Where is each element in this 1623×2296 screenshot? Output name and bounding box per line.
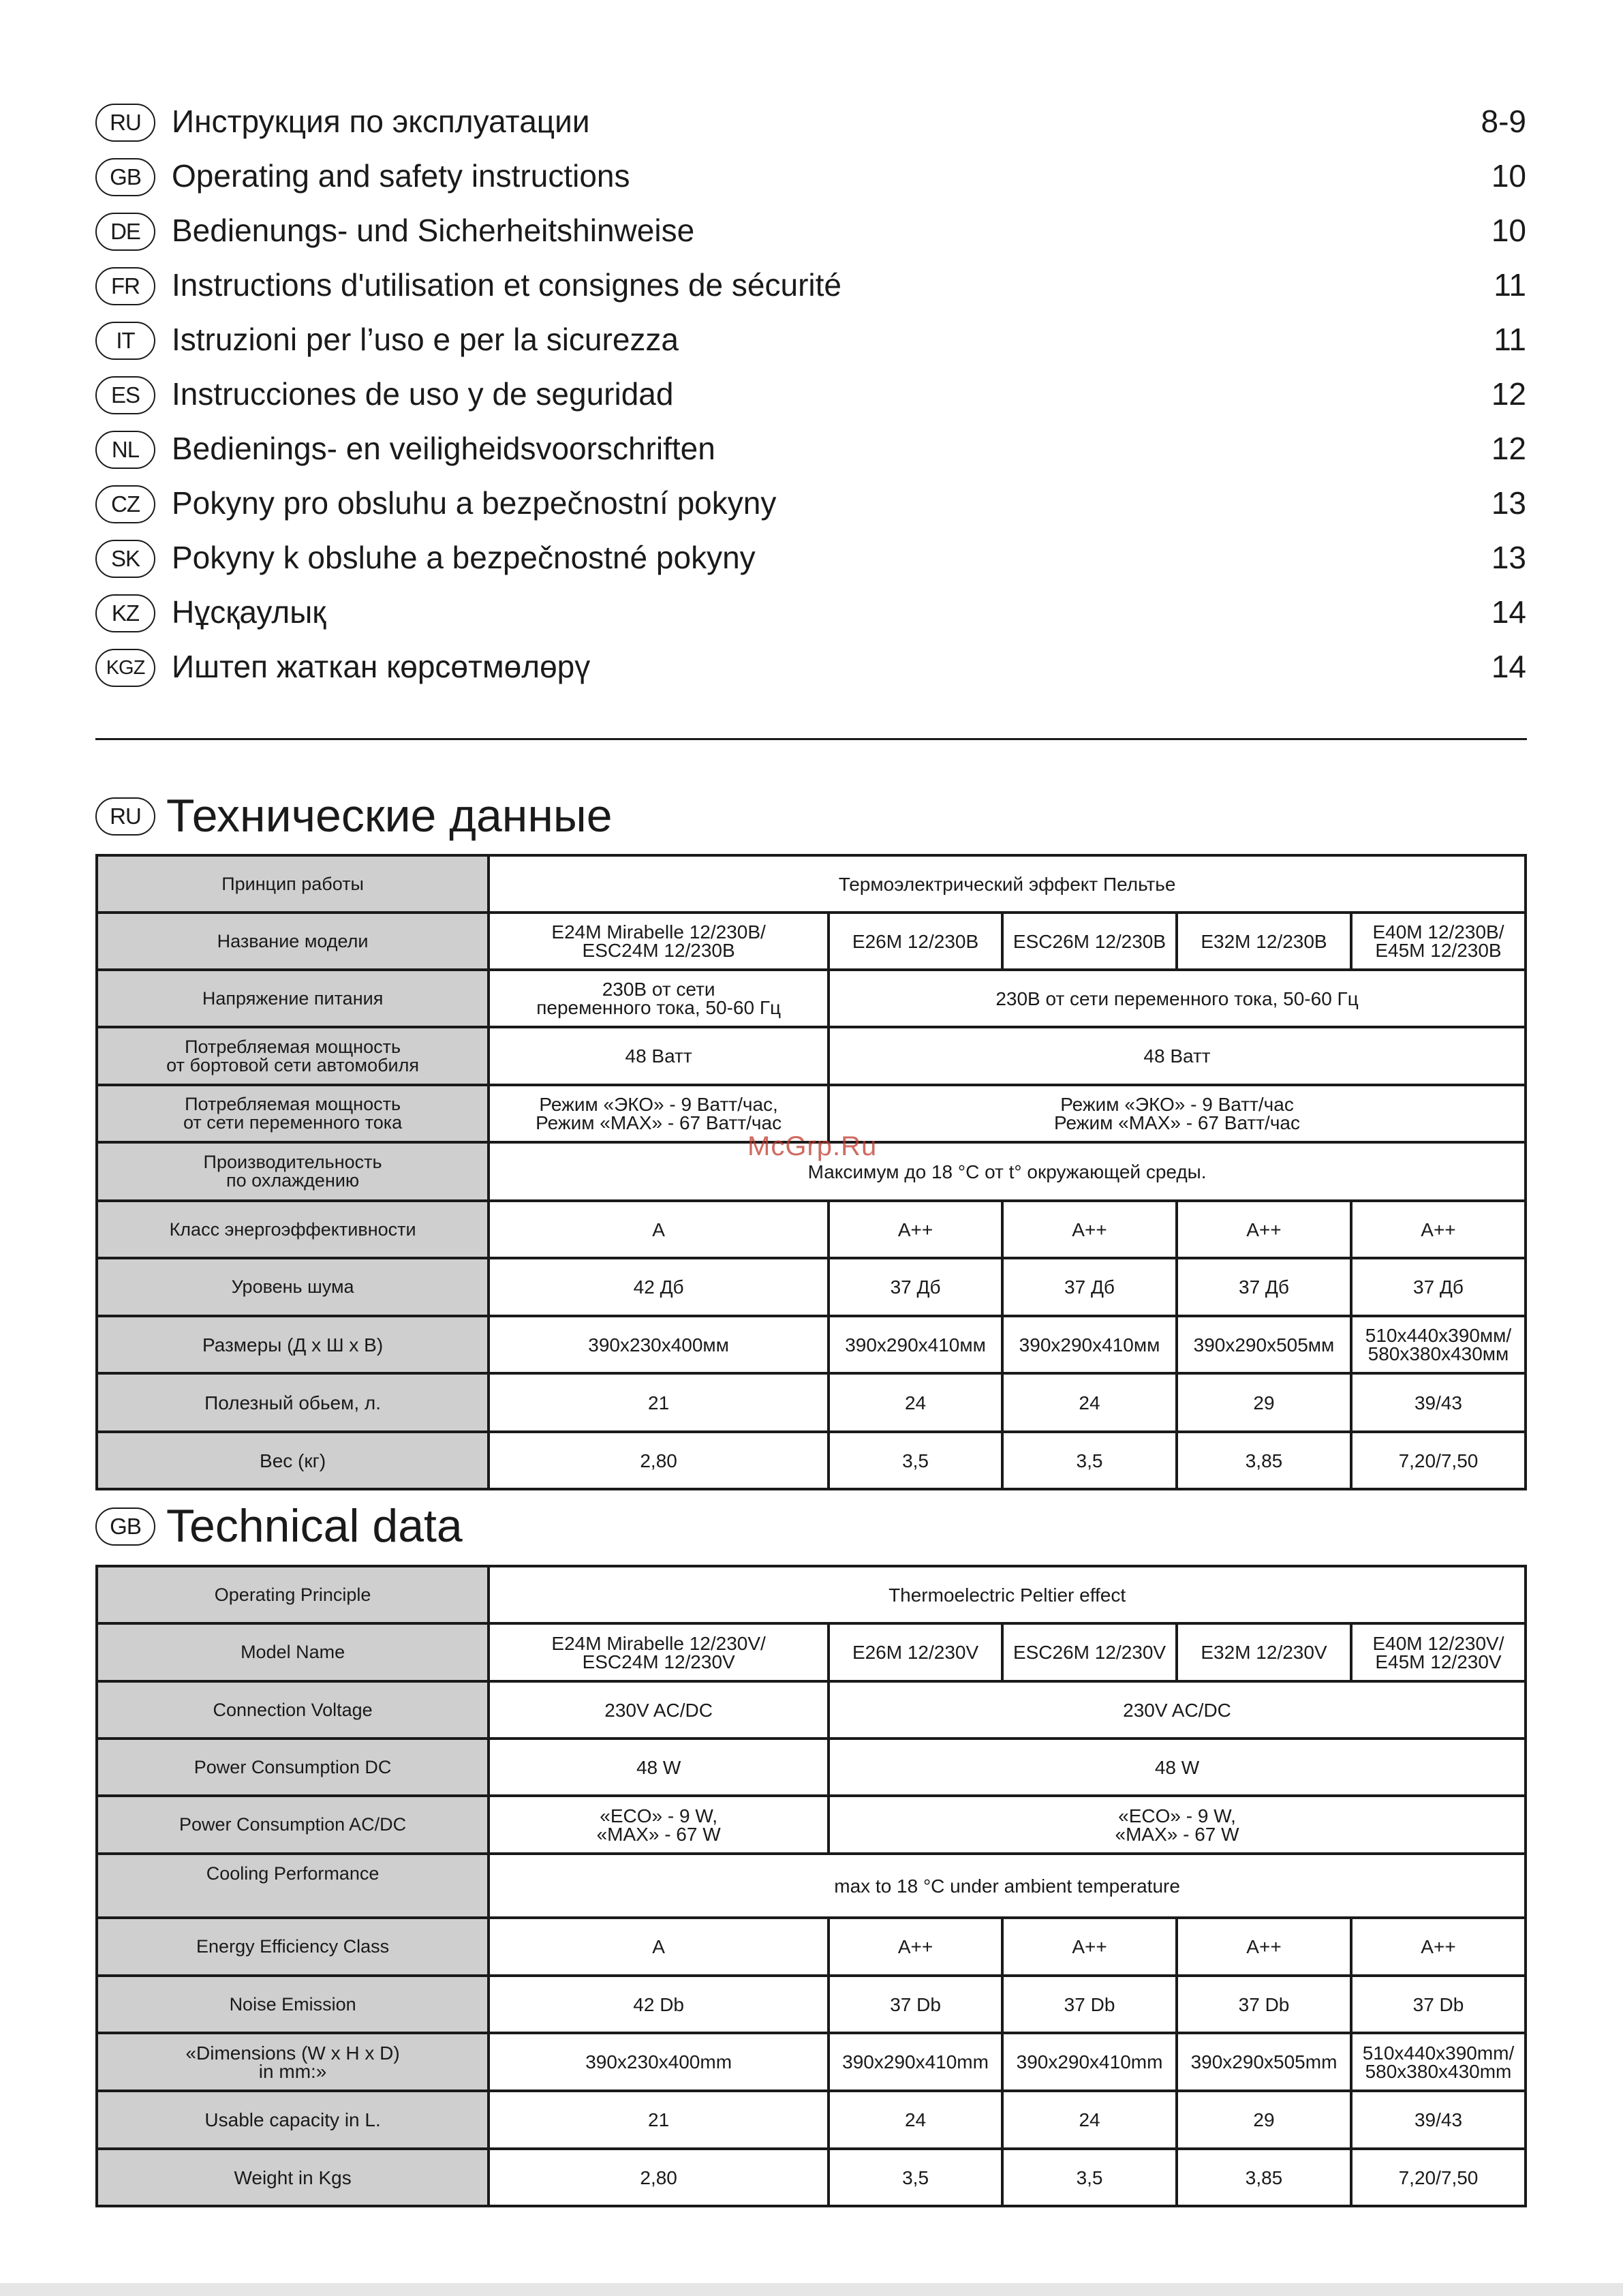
toc-item[interactable]: [95, 258, 1526, 312]
table-row: [97, 1373, 1526, 1432]
cell: A++: [1002, 1918, 1177, 1976]
toc-page: 10: [1491, 158, 1526, 194]
toc-item[interactable]: [95, 312, 1526, 367]
row-label: [97, 2033, 489, 2091]
cell: 37 Db: [829, 1976, 1002, 2033]
toc-title: Operating and safety instructions: [172, 158, 630, 194]
cell: A++: [1177, 1201, 1351, 1258]
cell-line: «ECO» - 9 W,: [600, 1805, 717, 1826]
row-label: Полезный обьем, л.: [97, 1373, 489, 1432]
section-title-ru: [95, 785, 1049, 846]
cell: 390x290x410мм: [1002, 1316, 1177, 1373]
toc-page: 14: [1491, 649, 1526, 684]
toc-title: Pokyny pro obsluhu a bezpečnostní pokyny: [172, 485, 777, 521]
cell-line: ESC24M 12/230V: [582, 1651, 735, 1672]
cell: 37 Db: [1177, 1976, 1351, 2033]
cell: 48 Ватт: [829, 1027, 1526, 1085]
toc-title: Instructions d'utilisation et consignes de sécurité: [172, 267, 841, 303]
section-heading: Технические данные: [166, 790, 613, 842]
label-line: от бортовой сети автомобиля: [166, 1054, 419, 1075]
cell: [489, 1796, 829, 1854]
cell: 390x230x400мм: [489, 1316, 829, 1373]
cell: [489, 970, 829, 1027]
cell-line: переменного тока, 50-60 Гц: [536, 997, 782, 1018]
cell: 3,85: [1177, 2149, 1351, 2206]
row-label: Cooling Performance: [97, 1854, 489, 1918]
language-badge: DE: [95, 213, 155, 251]
language-badge: KGZ: [95, 649, 155, 687]
cell: 390x290x410мм: [829, 1316, 1002, 1373]
cell: 230V AC/DC: [489, 1681, 829, 1739]
label-line: in mm:»: [258, 2060, 327, 2082]
cell: [1351, 1623, 1526, 1681]
toc-page: 8-9: [1481, 104, 1526, 139]
language-badge: KZ: [95, 594, 155, 632]
row-label: Model Name: [97, 1623, 489, 1681]
cell: [829, 1085, 1526, 1142]
cell-line: 580x380x430mm: [1365, 2060, 1512, 2082]
cell: A++: [1351, 1201, 1526, 1258]
footer-bar: [0, 2283, 1623, 2296]
row-label: Weight in Kgs: [97, 2149, 489, 2206]
toc-title: Bedienings- en veiligheidsvoorschriften: [172, 431, 715, 466]
table-row: [97, 1681, 1526, 1739]
cell: 390x290x505мм: [1177, 1316, 1351, 1373]
cell: A++: [829, 1918, 1002, 1976]
row-label: Название модели: [97, 913, 489, 970]
toc-item[interactable]: [95, 585, 1526, 639]
cell: 7,20/7,50: [1351, 1432, 1526, 1489]
toc-item[interactable]: [95, 530, 1526, 585]
cell: 3,5: [1002, 1432, 1177, 1489]
table-row: [97, 855, 1526, 913]
label-line: Потребляемая мощность: [185, 1094, 401, 1114]
cell: 37 Дб: [1351, 1258, 1526, 1316]
cell: 37 Дб: [1177, 1258, 1351, 1316]
toc-title: Инструкция по эксплуатации: [172, 104, 590, 139]
cell-line: 510x440x390мм/: [1365, 1325, 1512, 1346]
cell: 21: [489, 2091, 829, 2149]
cell: max to 18 °C under ambient temperature: [489, 1854, 1526, 1918]
cell: [1351, 2033, 1526, 2091]
label-line: от сети переменного тока: [183, 1112, 403, 1133]
toc-item[interactable]: [95, 203, 1526, 258]
cell: 29: [1177, 2091, 1351, 2149]
cell: [489, 1623, 829, 1681]
cell: Максимум до 18 °C от t° окружающей среды.: [489, 1142, 1526, 1201]
cell: A++: [1002, 1201, 1177, 1258]
row-label: Напряжение питания: [97, 970, 489, 1027]
cell: 7,20/7,50: [1351, 2149, 1526, 2206]
label-line: Производительность: [203, 1152, 382, 1172]
cell: A: [489, 1918, 829, 1976]
table-row: [97, 2091, 1526, 2149]
cell: 3,85: [1177, 1432, 1351, 1489]
table-row: [97, 1201, 1526, 1258]
table-row: [97, 1316, 1526, 1373]
table-row: [97, 1027, 1526, 1085]
cell-line: Режим «MAX» - 67 Ватт/час: [536, 1112, 782, 1133]
cell: 24: [1002, 2091, 1177, 2149]
cell-line: «MAX» - 67 W: [596, 1823, 721, 1845]
cell: [829, 1796, 1526, 1854]
cell: A++: [829, 1201, 1002, 1258]
cell-line: ESC24M 12/230В: [582, 940, 735, 961]
cell: 42 Db: [489, 1976, 829, 2033]
row-label: Уровень шума: [97, 1258, 489, 1316]
label-line: «Dimensions (W x H x D): [185, 2042, 400, 2064]
cell: 24: [829, 2091, 1002, 2149]
section-title-gb: [95, 1495, 1049, 1557]
table-row: [97, 1796, 1526, 1854]
cell: A++: [1177, 1918, 1351, 1976]
cell: 3,5: [1002, 2149, 1177, 2206]
cell: ESC26M 12/230V: [1002, 1623, 1177, 1681]
row-label: [97, 1085, 489, 1142]
table-row: [97, 1739, 1526, 1796]
toc-page: 13: [1491, 485, 1526, 521]
cell-line: E45M 12/230V: [1375, 1651, 1502, 1672]
language-badge: IT: [95, 322, 155, 360]
cell: E32M 12/230В: [1177, 913, 1351, 970]
table-row: [97, 1432, 1526, 1489]
cell: 21: [489, 1373, 829, 1432]
cell: 37 Дб: [1002, 1258, 1177, 1316]
cell-line: Режим «ЭКО» - 9 Ватт/час: [1060, 1094, 1294, 1115]
language-badge: CZ: [95, 485, 155, 523]
cell: 39/43: [1351, 1373, 1526, 1432]
cell-line: Режим «MAX» - 67 Ватт/час: [1054, 1112, 1300, 1133]
cell: 39/43: [1351, 2091, 1526, 2149]
cell-line: 580x380x430мм: [1367, 1343, 1509, 1364]
table-row: [97, 1854, 1526, 1918]
toc-item[interactable]: [95, 421, 1526, 476]
label-line: по охлаждению: [226, 1170, 360, 1191]
cell: E26M 12/230V: [829, 1623, 1002, 1681]
language-badge: GB: [95, 158, 155, 196]
cell: 24: [1002, 1373, 1177, 1432]
toc-title: Pokyny k obsluhe a bezpečnostné pokyny: [172, 540, 756, 575]
cell: 390x230x400mm: [489, 2033, 829, 2091]
cell-line: 510x440x390mm/: [1362, 2042, 1515, 2064]
toc-item[interactable]: [95, 476, 1526, 530]
cell: [489, 913, 829, 970]
language-badge: FR: [95, 267, 155, 305]
cell: E32M 12/230V: [1177, 1623, 1351, 1681]
cell: [1351, 1316, 1526, 1373]
toc-item[interactable]: [95, 149, 1526, 203]
cell: 37 Дб: [829, 1258, 1002, 1316]
toc-page: 10: [1491, 213, 1526, 248]
toc-title: Istruzioni per l’uso e per la sicurezza: [172, 322, 679, 357]
row-label: Usable capacity in L.: [97, 2091, 489, 2149]
language-badge: SK: [95, 540, 155, 578]
cell-line: «MAX» - 67 W: [1115, 1823, 1239, 1845]
cell: [1351, 913, 1526, 970]
cell: 29: [1177, 1373, 1351, 1432]
cell-line: E24M Mirabelle 12/230V/: [551, 1632, 766, 1654]
row-label: Power Consumption AC/DC: [97, 1796, 489, 1854]
toc-item[interactable]: [95, 367, 1526, 421]
row-label: Класс энергоэффективности: [97, 1201, 489, 1258]
cell-line: E40M 12/230В/: [1372, 921, 1504, 943]
cell-line: E45M 12/230В: [1375, 940, 1502, 961]
cell: 2,80: [489, 2149, 829, 2206]
label-line: Потребляемая мощность: [185, 1036, 401, 1057]
cell-line: 230В от сети: [602, 979, 715, 1000]
cell: 390x290x410mm: [829, 2033, 1002, 2091]
cell: Thermoelectric Peltier effect: [489, 1566, 1526, 1623]
cell: 37 Db: [1351, 1976, 1526, 2033]
language-badge: NL: [95, 431, 155, 469]
cell: 390x290x410mm: [1002, 2033, 1177, 2091]
toc-title: Иштеп жаткан көрсөтмөлөрү: [172, 649, 591, 684]
toc-page: 12: [1491, 376, 1526, 412]
spec-table-gb: [95, 1565, 1527, 2207]
toc-title: Нұсқаулық: [172, 594, 326, 630]
table-row: [97, 913, 1526, 970]
cell: 24: [829, 1373, 1002, 1432]
cell: A: [489, 1201, 829, 1258]
table-row: [97, 1918, 1526, 1976]
row-label: Connection Voltage: [97, 1681, 489, 1739]
row-label: Power Consumption DC: [97, 1739, 489, 1796]
cell: E26M 12/230В: [829, 913, 1002, 970]
row-label: Принцип работы: [97, 855, 489, 913]
cell-line: E40M 12/230V/: [1372, 1632, 1504, 1654]
table-row: [97, 970, 1526, 1027]
toc-page: 11: [1494, 322, 1526, 357]
cell-line: Режим «ЭКО» - 9 Ватт/час,: [539, 1094, 778, 1115]
toc-item[interactable]: [95, 639, 1526, 694]
cell: 230В от сети переменного тока, 50-60 Гц: [829, 970, 1526, 1027]
section-heading: Technical data: [166, 1500, 463, 1552]
cell-line: «ECO» - 9 W,: [1118, 1805, 1236, 1826]
cell: 42 Дб: [489, 1258, 829, 1316]
cell: 48 W: [489, 1739, 829, 1796]
table-row: [97, 1258, 1526, 1316]
cell: A++: [1351, 1918, 1526, 1976]
cell: 2,80: [489, 1432, 829, 1489]
cell: 3,5: [829, 1432, 1002, 1489]
row-label: [97, 1027, 489, 1085]
toc-page: 12: [1491, 431, 1526, 466]
watermark: McGrp.Ru: [747, 1131, 878, 1161]
cell: 3,5: [829, 2149, 1002, 2206]
cell-line: E24M Mirabelle 12/230В/: [551, 921, 766, 943]
row-label: Вес (кг): [97, 1432, 489, 1489]
toc-title: Bedienungs- und Sicherheitshinweise: [172, 213, 695, 248]
cell: Термоэлектрический эффект Пельтье: [489, 855, 1526, 913]
row-label: Energy Efficiency Class: [97, 1918, 489, 1976]
row-label: Размеры (Д х Ш х В): [97, 1316, 489, 1373]
row-label: Noise Emission: [97, 1976, 489, 2033]
table-of-contents: [95, 94, 1526, 694]
row-label: [97, 1142, 489, 1201]
language-badge: RU: [95, 797, 155, 836]
cell: ESC26M 12/230В: [1002, 913, 1177, 970]
table-row: [97, 2149, 1526, 2206]
table-row: [97, 1566, 1526, 1623]
cell: 230V AC/DC: [829, 1681, 1526, 1739]
cell: 390x290x505mm: [1177, 2033, 1351, 2091]
toc-page: 14: [1491, 594, 1526, 630]
language-badge: ES: [95, 376, 155, 414]
language-badge: RU: [95, 104, 155, 142]
language-badge: GB: [95, 1507, 155, 1546]
divider: [95, 738, 1527, 740]
table-row: [97, 2033, 1526, 2091]
table-row: [97, 1976, 1526, 2033]
cell: 48 Ватт: [489, 1027, 829, 1085]
toc-page: 13: [1491, 540, 1526, 575]
cell: 37 Db: [1002, 1976, 1177, 2033]
toc-title: Instrucciones de uso y de seguridad: [172, 376, 674, 412]
cell: 48 W: [829, 1739, 1526, 1796]
row-label: Operating Principle: [97, 1566, 489, 1623]
toc-item[interactable]: [95, 94, 1526, 149]
spec-table-ru: [95, 854, 1527, 1490]
table-row: [97, 1623, 1526, 1681]
toc-page: 11: [1494, 267, 1526, 303]
